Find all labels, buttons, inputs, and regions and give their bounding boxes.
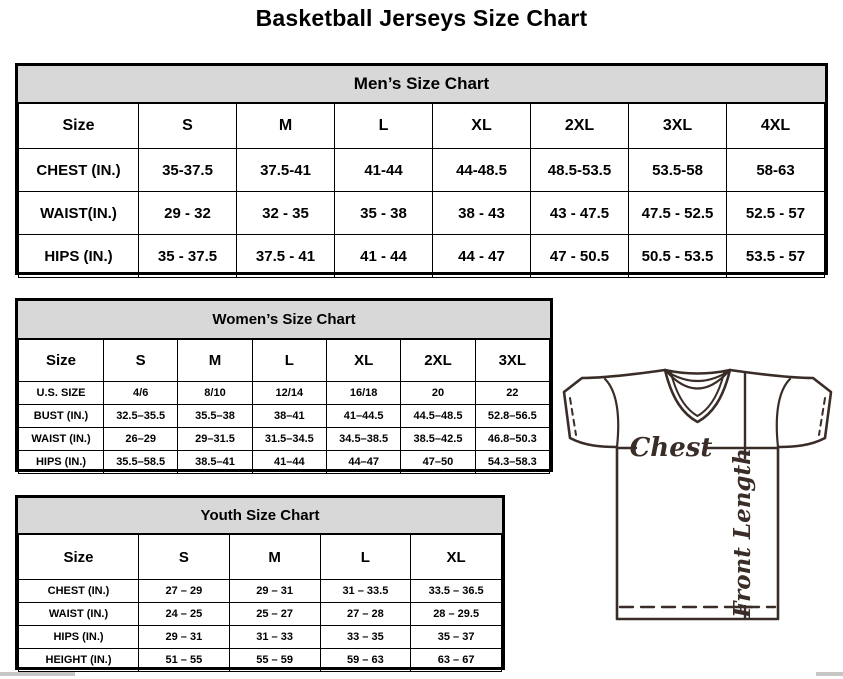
chest-label: Chest	[629, 433, 713, 463]
mens-table-row	[19, 192, 825, 235]
womens-row-label: BUST (IN.)	[19, 405, 104, 428]
mens-size-value-cell: 44-48.5	[433, 149, 531, 192]
mens-size-value-cell: 38 - 43	[433, 192, 531, 235]
womens-size-value-cell: 38.5–41	[178, 451, 252, 474]
womens-size-value-cell: 54.3–58.3	[475, 451, 549, 474]
mens-row-label: HIPS (IN.)	[19, 235, 139, 278]
jersey-diagram-svg	[557, 357, 842, 632]
mens-size-value-cell: 37.5-41	[237, 149, 335, 192]
mens-column-header: XL	[433, 104, 531, 149]
mens-size-value-cell: 58-63	[727, 149, 825, 192]
mens-table-row	[19, 235, 825, 278]
womens-table-row	[19, 451, 550, 474]
mens-column-header: 2XL	[531, 104, 629, 149]
womens-size-value-cell: 26–29	[104, 428, 178, 451]
youth-size-value-cell: 29 – 31	[229, 580, 320, 603]
mens-size-value-cell: 35 - 38	[335, 192, 433, 235]
horizontal-scrollbar-fragment-right[interactable]	[816, 672, 843, 676]
womens-size-value-cell: 12/14	[252, 382, 326, 405]
jersey-outline	[564, 370, 831, 619]
youth-size-value-cell: 31 – 33	[229, 626, 320, 649]
youth-column-header: Size	[19, 535, 139, 580]
mens-column-header-row	[19, 104, 825, 149]
youth-column-header: S	[139, 535, 230, 580]
mens-size-value-cell: 41 - 44	[335, 235, 433, 278]
womens-column-header: S	[104, 340, 178, 382]
mens-size-value-cell: 41-44	[335, 149, 433, 192]
womens-size-value-cell: 31.5–34.5	[252, 428, 326, 451]
womens-size-value-cell: 46.8–50.3	[475, 428, 549, 451]
mens-size-value-cell: 37.5 - 41	[237, 235, 335, 278]
mens-size-value-cell: 43 - 47.5	[531, 192, 629, 235]
mens-size-value-cell: 35-37.5	[139, 149, 237, 192]
womens-size-value-cell: 32.5–35.5	[104, 405, 178, 428]
youth-size-value-cell: 33.5 – 36.5	[411, 580, 502, 603]
youth-column-header-row	[19, 535, 502, 580]
womens-size-value-cell: 41–44	[252, 451, 326, 474]
jersey-measurement-diagram	[557, 357, 842, 632]
womens-column-header: XL	[326, 340, 400, 382]
youth-table-row	[19, 626, 502, 649]
mens-column-header: L	[335, 104, 433, 149]
mens-table-row	[19, 149, 825, 192]
youth-size-value-cell: 24 – 25	[139, 603, 230, 626]
mens-column-header: Size	[19, 104, 139, 149]
mens-row-label: WAIST(IN.)	[19, 192, 139, 235]
womens-column-header: 3XL	[475, 340, 549, 382]
mens-column-header: 3XL	[629, 104, 727, 149]
womens-size-value-cell: 8/10	[178, 382, 252, 405]
mens-column-header: S	[139, 104, 237, 149]
page-title: Basketball Jerseys Size Chart	[255, 5, 588, 31]
youth-column-header: XL	[411, 535, 502, 580]
womens-size-value-cell: 44.5–48.5	[401, 405, 475, 428]
womens-column-header: 2XL	[401, 340, 475, 382]
youth-size-value-cell: 59 – 63	[320, 649, 411, 672]
womens-table-row	[19, 382, 550, 405]
womens-table-grid	[18, 339, 550, 474]
womens-size-value-cell: 41–44.5	[326, 405, 400, 428]
youth-size-table	[15, 495, 505, 670]
womens-column-header: M	[178, 340, 252, 382]
youth-table-row	[19, 580, 502, 603]
womens-size-value-cell: 22	[475, 382, 549, 405]
youth-table-title: Youth Size Chart	[18, 498, 502, 534]
mens-size-value-cell: 53.5 - 57	[727, 235, 825, 278]
womens-size-value-cell: 47–50	[401, 451, 475, 474]
womens-size-value-cell: 4/6	[104, 382, 178, 405]
womens-size-value-cell: 29–31.5	[178, 428, 252, 451]
youth-size-value-cell: 25 – 27	[229, 603, 320, 626]
horizontal-scrollbar-fragment-left[interactable]	[0, 672, 75, 676]
youth-size-value-cell: 63 – 67	[411, 649, 502, 672]
mens-size-table	[15, 63, 828, 275]
womens-column-header: Size	[19, 340, 104, 382]
youth-size-value-cell: 27 – 28	[320, 603, 411, 626]
womens-size-value-cell: 35.5–58.5	[104, 451, 178, 474]
womens-size-value-cell: 16/18	[326, 382, 400, 405]
mens-size-value-cell: 53.5-58	[629, 149, 727, 192]
womens-size-table	[15, 298, 553, 472]
youth-row-label: CHEST (IN.)	[19, 580, 139, 603]
mens-size-value-cell: 35 - 37.5	[139, 235, 237, 278]
youth-column-header: M	[229, 535, 320, 580]
youth-size-value-cell: 51 – 55	[139, 649, 230, 672]
youth-size-value-cell: 28 – 29.5	[411, 603, 502, 626]
mens-size-value-cell: 50.5 - 53.5	[629, 235, 727, 278]
youth-size-value-cell: 33 – 35	[320, 626, 411, 649]
youth-size-value-cell: 55 – 59	[229, 649, 320, 672]
womens-column-header-row	[19, 340, 550, 382]
womens-size-value-cell: 44–47	[326, 451, 400, 474]
womens-size-value-cell: 38.5–42.5	[401, 428, 475, 451]
youth-column-header: L	[320, 535, 411, 580]
womens-table-row	[19, 405, 550, 428]
womens-column-header: L	[252, 340, 326, 382]
mens-table-grid	[18, 103, 825, 278]
youth-row-label: WAIST (IN.)	[19, 603, 139, 626]
womens-row-label: HIPS (IN.)	[19, 451, 104, 474]
womens-row-label: U.S. SIZE	[19, 382, 104, 405]
front-length-label: Front Length	[729, 448, 756, 618]
womens-size-value-cell: 34.5–38.5	[326, 428, 400, 451]
mens-size-value-cell: 32 - 35	[237, 192, 335, 235]
mens-size-value-cell: 48.5-53.5	[531, 149, 629, 192]
womens-size-value-cell: 20	[401, 382, 475, 405]
womens-size-value-cell: 35.5–38	[178, 405, 252, 428]
youth-size-value-cell: 27 – 29	[139, 580, 230, 603]
youth-row-label: HEIGHT (IN.)	[19, 649, 139, 672]
youth-table-row	[19, 603, 502, 626]
mens-size-value-cell: 29 - 32	[139, 192, 237, 235]
mens-row-label: CHEST (IN.)	[19, 149, 139, 192]
youth-row-label: HIPS (IN.)	[19, 626, 139, 649]
mens-size-value-cell: 47 - 50.5	[531, 235, 629, 278]
youth-table-grid	[18, 534, 502, 672]
mens-column-header: 4XL	[727, 104, 825, 149]
youth-size-value-cell: 35 – 37	[411, 626, 502, 649]
womens-table-row	[19, 428, 550, 451]
womens-size-value-cell: 38–41	[252, 405, 326, 428]
mens-column-header: M	[237, 104, 335, 149]
youth-size-value-cell: 29 – 31	[139, 626, 230, 649]
womens-size-value-cell: 52.8–56.5	[475, 405, 549, 428]
womens-table-title: Women’s Size Chart	[18, 301, 550, 339]
mens-size-value-cell: 47.5 - 52.5	[629, 192, 727, 235]
youth-table-row	[19, 649, 502, 672]
mens-size-value-cell: 44 - 47	[433, 235, 531, 278]
mens-table-title: Men’s Size Chart	[18, 66, 825, 103]
mens-size-value-cell: 52.5 - 57	[727, 192, 825, 235]
womens-row-label: WAIST (IN.)	[19, 428, 104, 451]
youth-size-value-cell: 31 – 33.5	[320, 580, 411, 603]
